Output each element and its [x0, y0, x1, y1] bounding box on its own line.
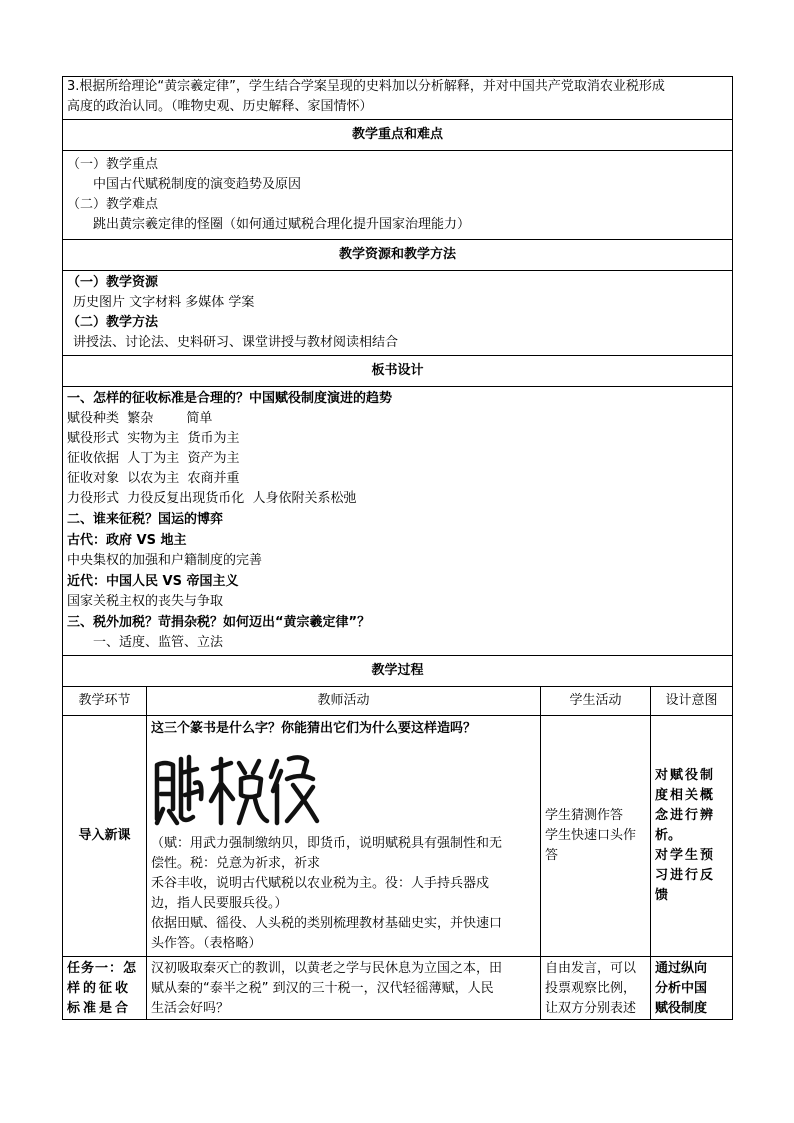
process-header: 教学过程	[63, 656, 733, 687]
intro-text-1: （赋：用武力强制缴纳贝，即货币，说明赋税具有强制性和无	[151, 836, 503, 851]
board-row	[63, 387, 733, 656]
board-header-row	[63, 356, 733, 387]
intro-intent-5: 对学生预	[655, 848, 716, 863]
task1-intent-2: 分析中国	[655, 981, 708, 996]
task1-text-1: 汉初吸取秦灭亡的教训，以黄老之学与民休息为立国之本，田	[151, 961, 503, 976]
lesson-plan-page	[62, 76, 732, 1020]
lesson-plan-table	[62, 76, 733, 1020]
task1-stage-2: 样的征收	[67, 981, 132, 996]
intro-student-1: 学生猜测作答	[545, 808, 624, 823]
board-line-7: 二、谁来征税？国运的博弈	[67, 512, 224, 527]
task1-text-3: 生活会好吗？	[151, 1001, 230, 1016]
task1-student-2: 投票观察比例，	[545, 981, 637, 996]
task1-student-1: 自由发言，可以	[545, 961, 637, 976]
col-intent: 设计意图	[651, 687, 733, 716]
board-line-8: 古代：政府 VS 地主	[67, 533, 187, 548]
difficulty-text: 跳出黄宗羲定律的怪圈（如何通过赋税合理化提升国家治理能力）	[93, 217, 471, 232]
process-columns-row	[63, 687, 733, 716]
intro-question: 这三个篆书是什么字？你能猜出它们为什么要这样造吗？	[151, 721, 477, 736]
intro-student-2: 学生快速口头作	[545, 828, 637, 843]
col-teacher: 教师活动	[147, 687, 541, 716]
board-line-4: 征收依据 人丁为主 资产为主	[67, 451, 240, 466]
intro-text-5: 依据田赋、徭役、人头税的类别梳理教材基础史实，并快速口	[151, 916, 503, 931]
methods-text: 讲授法、讨论法、史料研习、课堂讲授与教材阅读相结合	[73, 335, 399, 350]
task1-row	[63, 957, 733, 1020]
resources-header: 教学资源和教学方法	[63, 240, 733, 271]
seal-script-characters	[151, 739, 321, 831]
task1-stage-1: 任务一：怎	[67, 961, 138, 976]
intro-stage: 导入新课	[63, 716, 147, 957]
task1-text-2: 赋从秦的“泰半之税” 到汉的三十税一，汉代轻徭薄赋，人民	[151, 981, 494, 996]
seal-script-image	[151, 739, 536, 834]
intro-text-3: 禾谷丰收，说明古代赋税以农业税为主。役：人手持兵器戍	[151, 876, 490, 891]
intro-intent-1: 对赋役制	[655, 768, 716, 783]
board-line-6: 力役形式 力役反复出现货币化 人身依附关系松弛	[67, 491, 357, 506]
board-line-13: 一、适度、监管、立法	[93, 635, 224, 650]
key-points-header: 教学重点和难点	[63, 120, 733, 151]
board-line-5: 征收对象 以农为主 农商并重	[67, 471, 240, 486]
task1-intent-3: 赋役制度	[655, 1001, 708, 1016]
board-header: 板书设计	[63, 356, 733, 387]
objective-row	[63, 77, 733, 120]
task1-stage-3: 标准是合	[67, 1001, 132, 1016]
intro-intent-3: 念进行辨	[655, 808, 716, 823]
board-line-12: 三、税外加税？苛捐杂税？如何迈出“黄宗羲定律”？	[67, 615, 371, 630]
col-stage: 教学环节	[63, 687, 147, 716]
intro-text-2: 偿性。税：兑意为祈求，祈求	[151, 856, 321, 871]
intro-intent-6: 习进行反	[655, 868, 716, 883]
intro-text-4: 边，指人民要服兵役。）	[151, 896, 288, 911]
intro-row	[63, 716, 733, 957]
task1-intent-1: 通过纵向	[655, 961, 708, 976]
resources-row	[63, 271, 733, 356]
objective-line-2: 高度的政治认同。（唯物史观、历史解释、家国情怀）	[67, 99, 373, 114]
resources-title: （一）教学资源	[67, 275, 159, 290]
board-line-10: 近代：中国人民 VS 帝国主义	[67, 574, 239, 589]
resources-header-row	[63, 240, 733, 271]
col-student: 学生活动	[541, 687, 651, 716]
objective-line-1: 3.根据所给理论“黄宗羲定律”，学生结合学案呈现的史料加以分析解释，并对中国共产党取消农业税形成	[67, 79, 665, 94]
key-points-header-row	[63, 120, 733, 151]
process-header-row	[63, 656, 733, 687]
board-line-2: 赋役种类 繁杂 简单	[67, 411, 213, 426]
board-line-11: 国家关税主权的丧失与争取	[67, 594, 224, 609]
focus-text: 中国古代赋税制度的演变趋势及原因	[93, 177, 302, 192]
intro-text-6: 头作答。（表格略）	[151, 936, 262, 951]
task1-student-3: 让双方分别表述	[545, 1001, 637, 1016]
intro-intent-2: 度相关概	[655, 788, 716, 803]
board-line-1: 一、怎样的征收标准是合理的？中国赋役制度演进的趋势	[67, 391, 393, 406]
resources-text: 历史图片 文字材料 多媒体 学案	[73, 295, 255, 310]
difficulty-title: （二）教学难点	[67, 197, 159, 212]
intro-intent-7: 馈	[655, 888, 669, 903]
intro-intent-4: 析。	[655, 828, 682, 843]
board-line-9: 中央集权的加强和户籍制度的完善	[67, 553, 263, 568]
board-line-3: 赋役形式 实物为主 货币为主	[67, 431, 240, 446]
methods-title: （二）教学方法	[67, 315, 159, 330]
intro-student-3: 答	[545, 848, 559, 863]
focus-title: （一）教学重点	[67, 157, 159, 172]
key-points-row	[63, 151, 733, 240]
